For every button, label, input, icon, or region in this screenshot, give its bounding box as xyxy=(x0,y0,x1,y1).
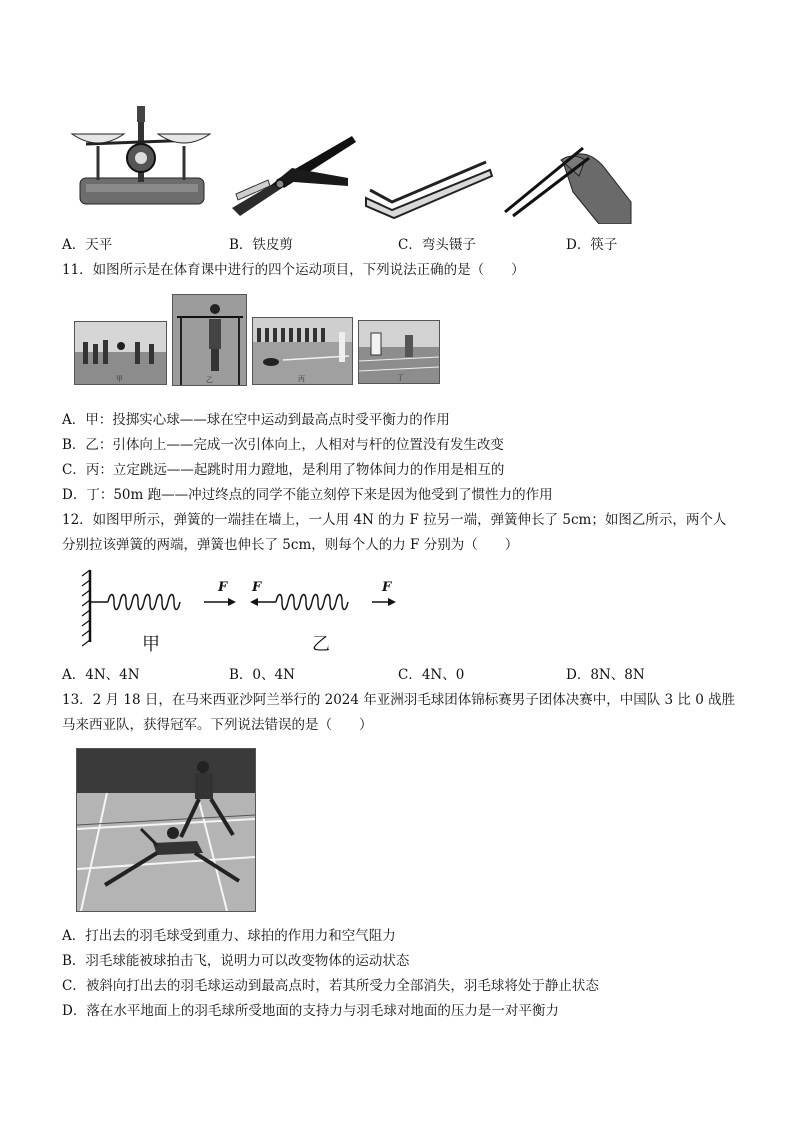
caption-jia: 甲 xyxy=(116,375,123,383)
q13-stem-line2: 马来西亚队，获得冠军。下列说法错误的是（ ） xyxy=(62,717,373,733)
q13-option-d[interactable]: D．落在水平地面上的羽毛球所受地面的支持力与羽毛球对地面的压力是一对平衡力 xyxy=(62,1003,559,1019)
q11-option-a[interactable]: A．甲：投掷实心球——球在空中运动到最高点时受平衡力的作用 xyxy=(62,412,450,428)
caption-yi: 乙 xyxy=(206,376,213,384)
q12-stem-line1: 12．如图甲所示，弹簧的一端挂在墙上，一人用 4N 的力 F 拉另一端，弹簧伸长了 5cm；如图乙所示，两个人 xyxy=(62,512,727,528)
badminton-photo xyxy=(76,748,256,912)
q13-option-b[interactable]: B．羽毛球能被球拍击飞，说明力可以改变物体的运动状态 xyxy=(62,953,410,969)
pull-up-photo xyxy=(172,294,247,386)
balance-scale-image xyxy=(66,100,212,210)
metal-shears-image xyxy=(222,128,357,220)
chopsticks-hand-image xyxy=(503,132,633,224)
figure-label-jia: 甲 xyxy=(142,634,160,655)
q12-option-a[interactable]: A．4N、4N xyxy=(62,667,140,683)
spring-diagram xyxy=(72,566,412,656)
sprint-photo xyxy=(358,320,440,384)
q13-option-c[interactable]: C．被斜向打出去的羽毛球运动到最高点时，若其所受力全部消失，羽毛球将处于静止状态 xyxy=(62,978,599,994)
q12-option-c[interactable]: C．4N、0 xyxy=(398,667,465,683)
caption-bing: 丙 xyxy=(298,375,305,383)
figure-label-yi: 乙 xyxy=(312,634,330,655)
q12-option-d[interactable]: D．8N、8N xyxy=(566,667,645,683)
force-label-2: F xyxy=(252,580,262,595)
q13-option-a[interactable]: A．打出去的羽毛球受到重力、球拍的作用力和空气阻力 xyxy=(62,928,396,944)
q10-option-a[interactable]: A．天平 xyxy=(62,237,113,253)
q13-stem-line1: 13．2 月 18 日，在马来西亚沙阿兰举行的 2024 年亚洲羽毛球团体锦标赛男子团体决赛中，中国队 3 比 0 战胜 xyxy=(62,692,736,708)
bent-tweezers-image xyxy=(362,148,496,226)
long-jump-photo xyxy=(252,317,353,385)
q10-option-d[interactable]: D．筷子 xyxy=(566,237,618,253)
q11-option-c[interactable]: C．丙：立定跳远——起跳时用力蹬地，是利用了物体间力的作用是相互的 xyxy=(62,462,505,478)
q10-option-c[interactable]: C．弯头镊子 xyxy=(398,237,476,253)
q12-option-b[interactable]: B．0、4N xyxy=(229,667,295,683)
force-label-3: F xyxy=(382,580,392,595)
q11-option-b[interactable]: B．乙：引体向上——完成一次引体向上，人相对与杆的位置没有发生改变 xyxy=(62,437,504,453)
q11-option-d[interactable]: D．丁：50m 跑——冲过终点的同学不能立刻停下来是因为他受到了惯性力的作用 xyxy=(62,487,553,503)
q11-stem: 11．如图所示是在体育课中进行的四个运动项目，下列说法正确的是（ ） xyxy=(62,262,525,278)
q10-option-b[interactable]: B．铁皮剪 xyxy=(229,237,293,253)
caption-ding: 丁 xyxy=(397,374,404,382)
q12-stem-line2: 分别拉该弹簧的两端，弹簧也伸长了 5cm，则每个人的力 F 分别为（ ） xyxy=(62,537,519,553)
shot-put-photo xyxy=(74,321,167,385)
force-label-1: F xyxy=(218,580,228,595)
